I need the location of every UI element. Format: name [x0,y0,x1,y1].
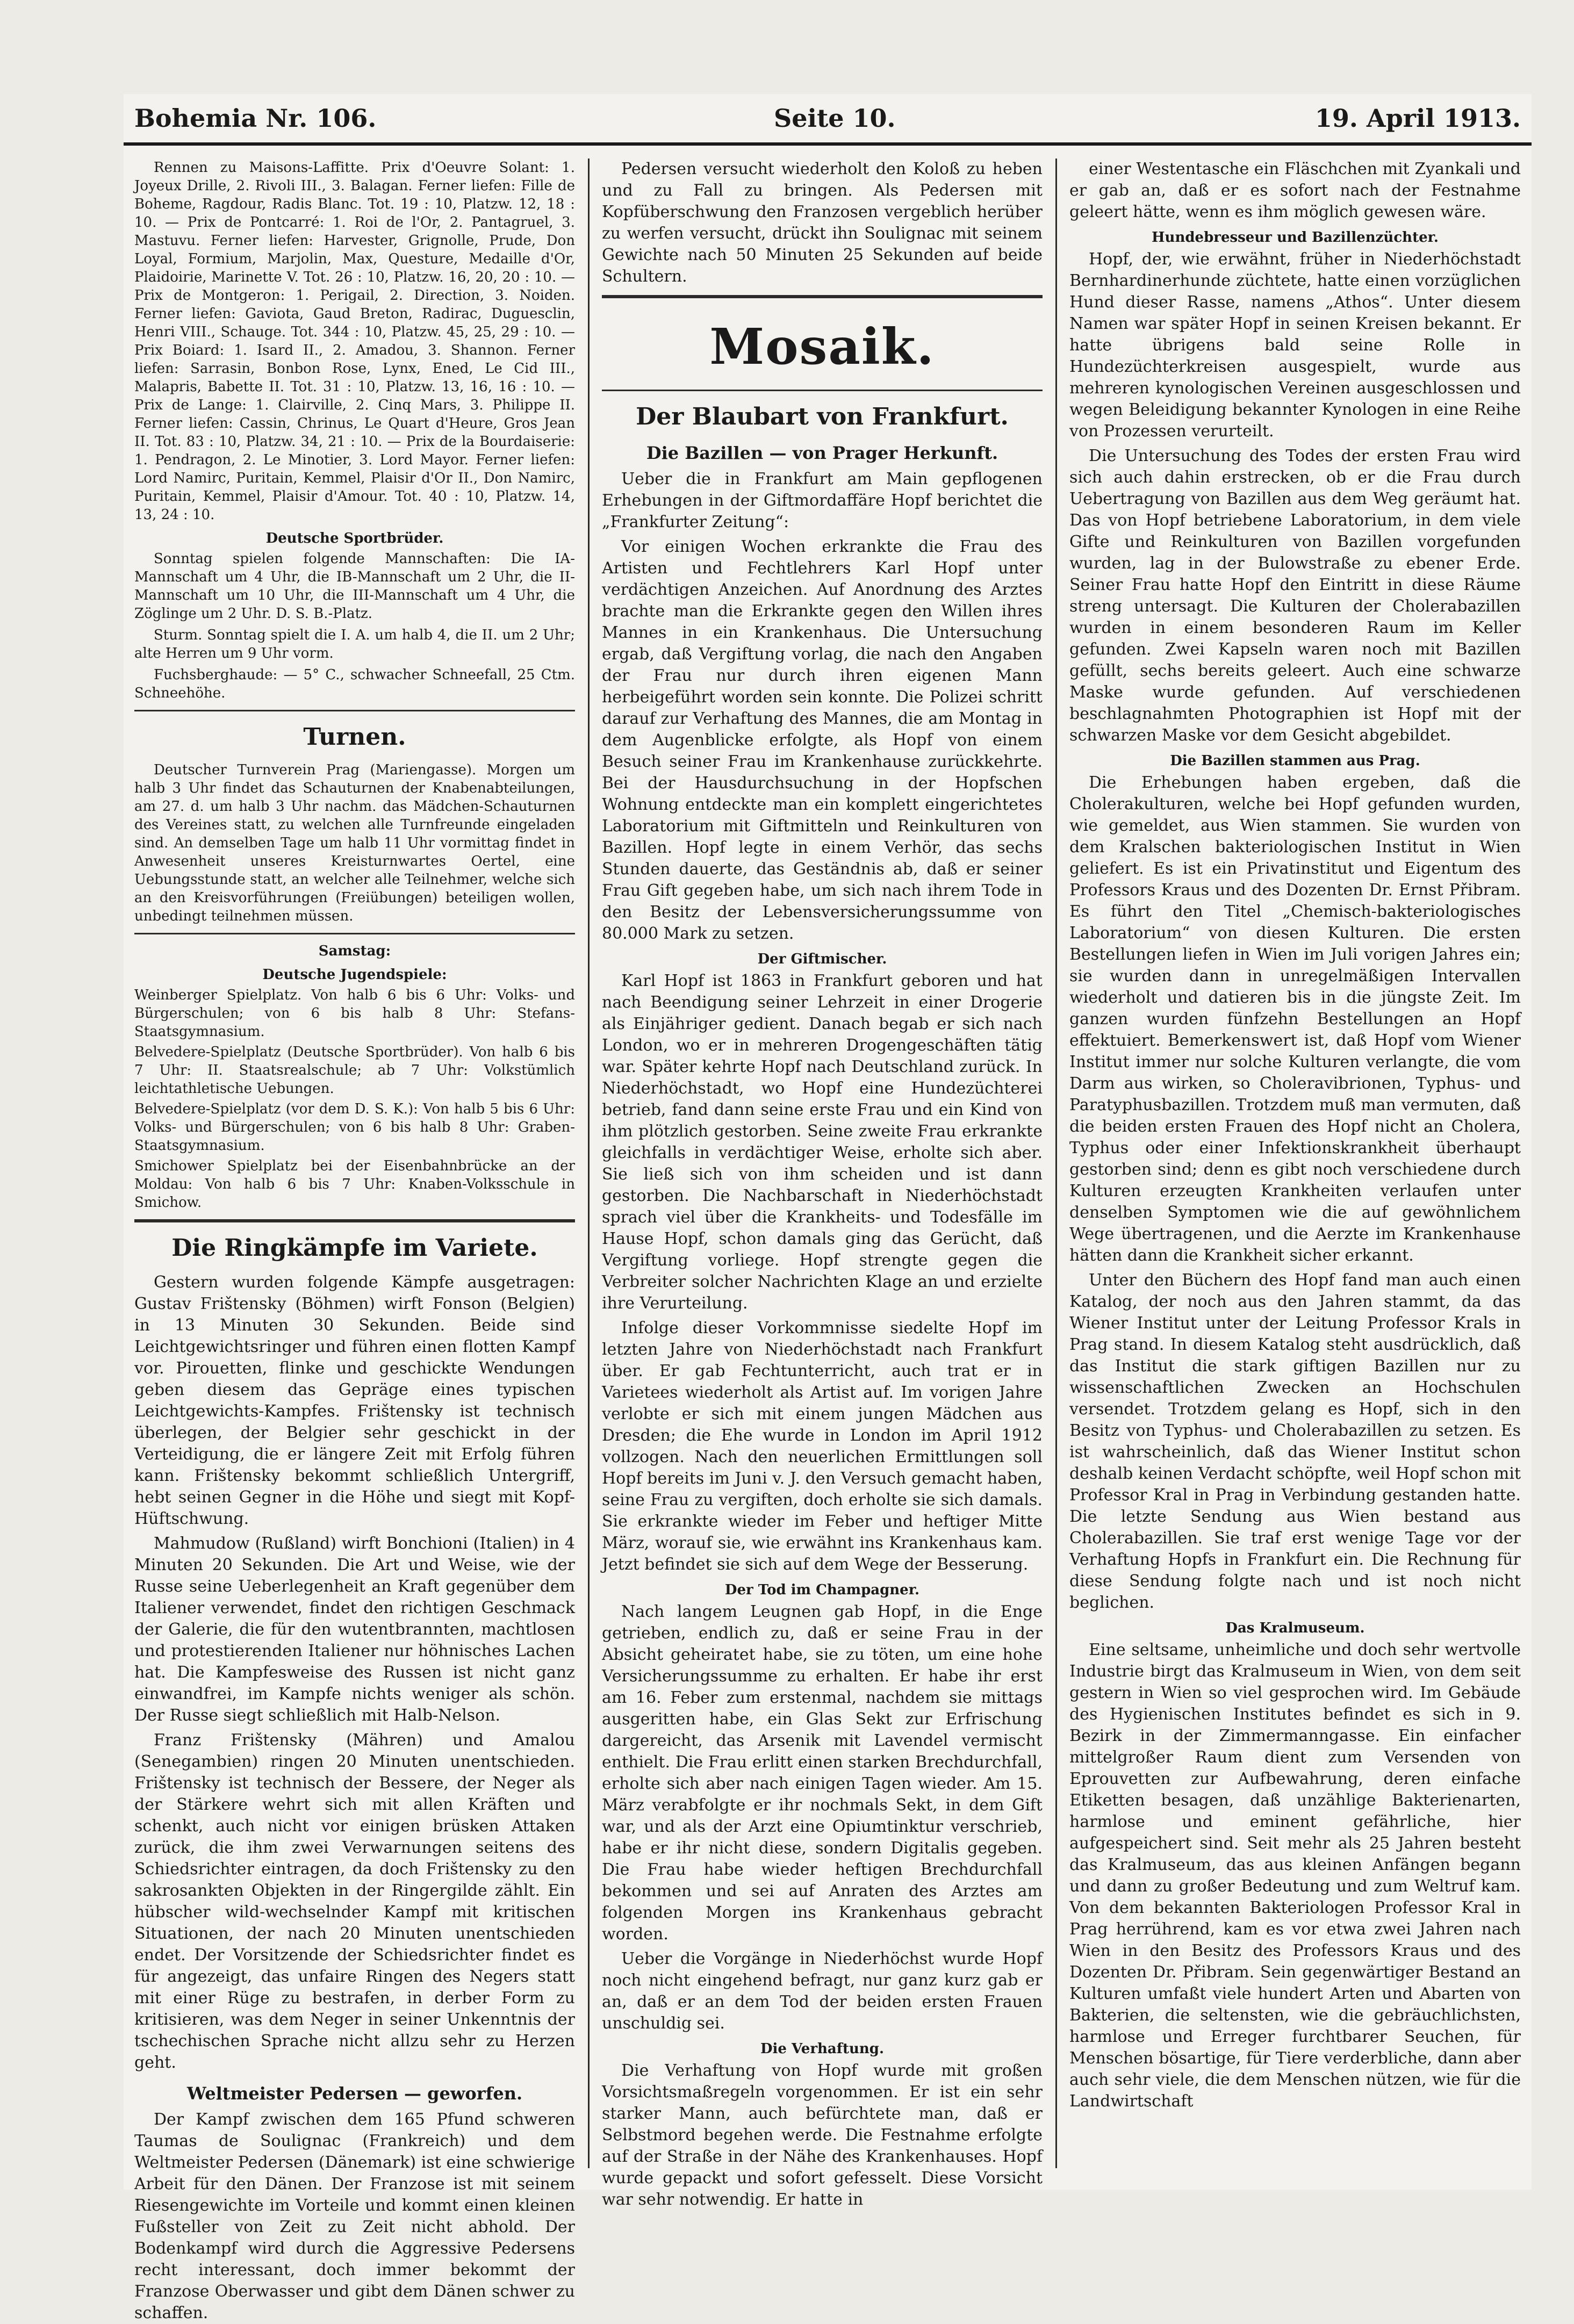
racing-results: Rennen zu Maisons-Laffitte. Prix d'Oeuvre Solant: 1. Joyeux Drille, 2. Rivoli III., 3. Balagan. Ferner liefen: Fille de Boheme, Ragdour, Radis Blanc. Tot. 19 : 10, Platzw. 12, 18 : 10. — Prix de Pontcarré: 1. Roi de l'Or, 2. Pantagruel, 3. Mastuvu. Ferner liefen: Harvester, Grignolle, Prude, Don Loyal, Formium, Marjolin, Max, Questure, Medaille d'Or, Plaidoirie, Marinette V. Tot. 26 : 10, Platzw. 16, 20, 20 : 10. — Prix de Montgeron: 1. Perigail, 2. Direction, 3. Noiden. Ferner liefen: Gaviota, Gaud Breton, Radirac, Duguesclin, Henri VIII., Schauge. Tot. 344 : 10, Platzw. 45, 25, 29 : 10. — Prix Boiard: 1. Isard II., 2. Amadou, 3. Shannon. Ferner liefen: Sarrasin, Bonbon Rose, Lynx, Ened, Le Cid III., Malapris, Babette II. Tot. 31 : 10, Platzw. 13, 16, 16 : 10. — Prix de Lange: 1. Clairville, 2. Cinq Mars, 3. Philippe II. Ferner liefen: Cassin, Chrinus, Le Quart d'Heure, Gros Jean II. Tot. 83 : 10, Platzw. 34, 21 : 10. — Prix de la Bourdaiserie: 1. Pendragon, 2. Le Minotier, 3. Lord Mayor. Ferner liefen: Lord Namirc, Puritain, Kemmel, Plaisir d'Or II., Don Namirc, Puritain, Kemmel, Plaisir d'Amour. Tot. 40 : 10, Platzw. 14, 13, 24 : 10. [134,160,575,523]
blaubart-heading: Der Blaubart von Frankfurt. [636,403,1009,430]
list-item: Belvedere-Spielplatz (Deutsche Sportbrüder). Von halb 6 bis 7 Uhr: II. Staatsrealschule; ab 7 Uhr: Volkstümlich leichtathletische Uebungen. [134,1044,575,1097]
article-paragraph: Ueber die Vorgänge in Niederhöchst wurde Hopf noch nicht eingehend befragt, nur ganz kurz gab er an, daß er an dem Tod der beiden ersten Frauen unschuldig sei. [602,1949,1043,2033]
article-paragraph: Karl Hopf ist 1863 in Frankfurt geboren und hat nach Beendigung seiner Lehrzeit in einer Drogerie als Einjähriger gedient. Danach begab er sich nach London, wo er in mehreren Drogengeschäften tätig war. Später kehrte Hopf nach Deutschland zurück. In Niederhöchstadt, wo Hopf eine Hundezüchterei betrieb, fand dann seine erste Frau und ein Kind von ihm plötzlich gestorben. Seine zweite Frau erkrankte gleichfalls in verdächtiger Weise, erholte sich aber. Sie ließ sich von ihm scheiden und ist dann gestorben. Die Nachbarschaft in Niederhöchstadt sprach viel über die Krankheits- und Todesfälle im Hause Hopf, schon damals ging das Gerücht, daß Vergiftung vorliege. Hopf strengte gegen die Verbreiter solcher Nachrichten Klage an und erzielte ihre Verurteilung. [602,972,1043,1313]
kralmuseum-heading: Das Kralmuseum. [1225,1620,1365,1636]
divider [134,710,575,711]
turnen-heading: Turnen. [303,723,406,751]
article-paragraph: Die Untersuchung des Todes der ersten Frau wird sich auch dahin erstrecken, ob er die Frau durch Uebertragung von Bazillen aus dem Weg geräumt hat. Das von Hopf betriebene Laboratorium, in dem viele Gifte und Reinkulturen von Bazillen vorgefunden wurden, lag in der Bulowstraße zu ebener Erde. Seiner Frau hatte Hopf den Eintritt in diese Räume streng untersagt. Die Kulturen der Cholerabazillen wurden in einem besonderen Raum im Keller gefunden. Zwei Kapseln waren noch mit Bazillen gefüllt, sechs bereits geleert. Auch eine schwarze Maske wurde gefunden. Auf verschiedenen beschlagnahmten Photographien ist Hopf mit der schwarzen Maske vor dem Gesicht abgebildet. [1069,447,1521,745]
article-paragraph: Unter den Büchern des Hopf fand man auch einen Katalog, der noch aus den Jahren stammt, da das Wiener Institut unter der Leitung Professor Krals in Prag stand. In diesem Katalog steht ausdrücklich, daß das Institut die stark giftigen Bazillen nur zu wissenschaftlichen Zwecken an Hochschulen versendet. Trotzdem gelang es Hopf, sich in den Besitz von Typhus- und Cholerabazillen zu setzen. Es ist wahrscheinlich, daß das Wiener Institut schon deshalb keinen Verdacht schöpfte, weil Hopf schon mit Professor Kral in Prag in Verbindung gestanden hatte. Die letzte Sendung aus Wien bestand aus Cholerabazillen. Sie traf erst wenige Tage vor der Verhaftung Hopfs in Frankfurt ein. Die Rechnung für diese Sendung folgte nach und ist noch nicht beglichen. [1069,1271,1521,1612]
divider [602,390,1043,391]
fuchsberg-text: Fuchsberghaude: — 5° C., schwacher Schneefall, 25 Ctm. Schneehöhe. [134,667,575,701]
article-paragraph: Der Kampf zwischen dem 165 Pfund schweren Taumas de Soulignac (Frankreich) und dem Weltmeister Pedersen (Dänemark) ist eine schwierige Arbeit für den Dänen. Der Franzose ist mit seinem Riesengewichte im Vorteile und kommt einen kleinen Fußsteller von Zeit zu Zeit nicht abhold. Der Bodenkampf wird durch die Aggressive Pedersens recht interessant, doch immer bekommt der Franzose Oberwasser und gibt dem Dänen schwer zu schaffen. [134,2110,575,2322]
article-paragraph: Eine seltsame, unheimliche und doch sehr wertvolle Industrie birgt das Kralmuseum in Wien, von dem seit gestern in Wien so viel gesprochen wird. Im Gebäude des Hygienischen Institutes befindet es sich in 9. Bezirk in der Zimmermanngasse. Ein einfacher mittelgroßer Raum dient zum Versenden von Eprouvetten zur Aufbewahrung, deren einfache Etiketten besagen, daß unzählige Bakterienarten, harmlose und eminent gefährliche, hier aufgespeichert sind. Seit mehr als 25 Jahren besteht das Kralmuseum, das aus kleinen Anfängen begann und dann zu großer Bedeutung und zum Weltruf kam. Von dem bekannten Bakteriologen Professor Kral in Prag herrührend, kam es vor etwa zwei Jahren nach Wien in den Besitz des Professors Kraus und des Dozenten Dr. Přibram. Sein gegenwärtiger Bestand an Kulturen umfaßt viele hundert Arten und Abarten von Bakterien, die seltensten, wie die gebräuchlichsten, harmlose und Erreger furchtbarer Seuchen, für Menschen bösartige, für Tiere verderbliche, dann aber auch sehr viele, die dem Menschen nützen, wie für die Landwirtschaft [1069,1641,1521,2111]
sport-heading: Deutsche Sportbrüder. [265,530,444,546]
article-paragraph: Die Verhaftung von Hopf wurde mit großen Vorsichtsmaßregeln vorgenommen. Er ist ein sehr starker Mann, auch befürchtete man, daß er Selbstmord begehen werde. Die Festnahme erfolgte auf der Straße in der Nähe des Krankenhauses. Hopf wurde gepackt und sofort gefesselt. Diese Vorsicht war sehr notwendig. Er hatte in [602,2061,1043,2209]
article-paragraph: Vor einigen Wochen erkrankte die Frau des Artisten und Fechtlehrers Karl Hopf unter verdächtigen Anzeichen. Auf Anordnung des Arztes brachte man die Erkrankte gegen den Willen ihres Mannes in ein Krankenhaus. Die Untersuchung ergab, daß Vergiftung vorlag, die nach den Angaben der Frau nur durch ihren eigenen Mann herbeigeführt worden sein konnte. Die Polizei schritt darauf zur Verhaftung des Mannes, die am Montag in dem Augenblicke erfolgte, als Hopf von einem Besuch seiner Frau im Krankenhause zurückkehrte. Bei der Hausdurchsuchung in der Hopfschen Wohnung entdeckte man ein komplett eingerichtetes Laboratorium mit Giftmitteln und Reinkulturen von Bazillen. Hopf legte in einem Verhör, das sechs Stunden dauerte, das Geständnis ab, daß er seiner Frau Gift gegeben habe, um sich nach ihrem Tode in den Besitz der Lebensversicherungssumme von 80.000 Mark zu setzen. [602,537,1043,943]
column-3 [1069,159,1521,2168]
column-rule [588,159,590,2168]
divider [134,1219,575,1222]
pedersen-heading: Weltmeister Pedersen — geworfen. [186,2083,523,2104]
article-paragraph: Hopf, der, wie erwähnt, früher in Niederhöchstadt Bernhardinerhunde züchtete, hatte einen vorzüglichen Hund dieser Rasse, namens „Athos“. Unter diesem Namen war später Hopf in seinen Kreisen bekannt. Er hatte übrigens bald seine Rolle in Hundezüchterkreisen ausgespielt, wurde aus mehreren kynologischen Vereinen ausgeschlossen und wegen Beleidigung bekannter Kynologen in eine Reihe von Prozessen verurteilt. [1069,250,1521,441]
article-paragraph: Pedersen versucht wiederholt den Koloß zu heben und zu Fall zu bringen. Als Pedersen mit Kopfüberschwung den Franzosen vergeblich herüber zu werfen versucht, drückt ihn Soulignac mit seinem Gewichte nach 50 Minuten 25 Sekunden auf beide Schultern. [602,160,1043,286]
hundedresseur-heading: Hundebresseur und Bazillenzüchter. [1151,229,1439,246]
issue-date: 19. April 1913. [1314,104,1521,133]
jugendspiele-heading: Deutsche Jugendspiele: [262,967,447,983]
column-2 [602,159,1043,2209]
turnen-text: Deutscher Turnverein Prag (Mariengasse). Morgen um halb 3 Uhr findet das Schauturnen der Knabenabteilungen, am 27. d. um halb 3 Uhr nachm. das Mädchen-Schauturnen des Vereines statt, zu welchen alle Turnfreunde eingeladen sind. An demselben Tage um halb 11 Uhr vormittag findet in Anwesenheit unseres Kreisturnwartes Oertel, eine Uebungsstunde statt, an welcher alle Teilnehmer, welche sich an den Kreisvorführungen (Freiübungen) beteiligen wollen, unbedingt teilnehmen müssen. [134,762,575,924]
divider [602,295,1043,298]
champagner-heading: Der Tod im Champagner. [724,1582,920,1598]
samstag-heading: Samstag: [318,943,391,959]
list-item: Belvedere-Spielplatz (vor dem D. S. K.): Von halb 5 bis 6 Uhr: Volks- und Bürgerschulen; von 6 bis halb 8 Uhr: Graben-Staatsgymnasium. [134,1101,575,1154]
page-header [124,94,1532,146]
sport-text: Sonntag spielen folgende Mannschaften: Die IA-Mannschaft um 4 Uhr, die IB-Mannschaft um 2 Uhr, die II-Mannschaft um 10 Uhr, die III-Mannschaft um 4 Uhr, die Zöglinge um 2 Uhr. D. S. B.-Platz. [134,551,575,622]
article-paragraph: Gestern wurden folgende Kämpfe ausgetragen: Gustav Frištensky (Böhmen) wirft Fonson (Belgien) in 13 Minuten 30 Sekunden. Beide sind Leichtgewichtsringer und führen einen flotten Kampf vor. Pirouetten, flinke und geschickte Wendungen geben diesem das Gepräge eines typischen Leichtgewichts-Kampfes. Frištensky ist technisch überlegen, der Belgier sehr geschickt in der Verteidigung, die er längere Zeit mit Erfolg führen kann. Frištensky bekommt schließlich Untergriff, hebt seinen Gegner in die Höhe und siegt mit Kopf-Hüftschwung. [134,1273,575,1528]
giftmischer-heading: Der Giftmischer. [757,951,887,967]
article-paragraph: einer Westentasche ein Fläschchen mit Zyankali und er gab an, daß er es sofort nach der Festnahme geleert hätte, wenn es ihm möglich gewesen wäre. [1069,160,1521,221]
masthead-issue: Bohemia Nr. 106. [134,104,377,133]
prag-heading: Die Bazillen stammen aus Prag. [1170,753,1420,769]
newspaper-page [124,94,1532,2322]
article-paragraph: Ueber die in Frankfurt am Main gepflogenen Erhebungen in der Giftmordaffäre Hopf berichtet die „Frankfurter Zeitung“: [602,470,1043,531]
article-paragraph: Franz Frištensky (Mähren) und Amalou (Senegambien) ringen 20 Minuten unentschieden. Frištensky ist technisch der Bessere, der Neger als der Stärkere wehrt sich mit allen Kräften und schenkt, auch nicht vor einigen brüsken Attaken zurück, die ihm zwei Verwarnungen seitens des Schiedsrichter eintragen, da doch Frištensky zu den sakrosankten Objekten in der Ringergilde zählt. Ein hübscher wild-wechselnder Kampf mit kritischen Situationen, der nach 20 Minuten unentschieden endet. Der Vorsitzende der Schiedsrichter findet es für angezeigt, das unfaire Ringen des Negers statt mit einer Rüge zu bestrafen, in derber Form zu kritisieren, was dem Neger in seiner Unkenntnis der tschechischen Sprache nicht allzu sehr zu Herzen geht. [134,1731,575,2072]
page-number: Seite 10. [774,104,896,133]
divider [134,933,575,934]
ringkampf-heading: Die Ringkämpfe im Variete. [171,1234,538,1262]
sturm-text: Sturm. Sonntag spielt die I. A. um halb 4, die II. um 2 Uhr; alte Herren um 9 Uhr vorm. [134,627,575,661]
list-item: Weinberger Spielplatz. Von halb 6 bis 6 Uhr: Volks- und Bürgerschulen; von 6 bis halb 8 Uhr: Stefans-Staatsgymnasium. [134,987,575,1040]
column-1 [134,159,575,2322]
article-paragraph: Nach langem Leugnen gab Hopf, in die Enge getrieben, endlich zu, daß er seine Frau in der Absicht geheiratet habe, sie zu töten, um eine hohe Versicherungssumme zu erhalten. Er habe ihr erst am 16. Feber zum erstenmal, nachdem sie mittags ausgeritten habe, ein Glas Sekt zur Erfrischung dargereicht, das Arsenik mit Lavendel vermischt enthielt. Die Frau erlitt einen starken Brechdurchfall, erholte sich aber nach einigen Tagen wieder. Am 15. März verabfolgte er ihr nochmals Sekt, in dem Gift war, und als der Arzt eine Opiumtinktur verschrieb, habe er ihr nicht diese, sondern Digitalis gegeben. Die Frau habe wieder heftigen Brechdurchfall bekommen und sei auf Anraten des Arztes am folgenden Morgen ins Krankenhaus gebracht worden. [602,1602,1043,1944]
article-paragraph: Infolge dieser Vorkommnisse siedelte Hopf im letzten Jahre von Niederhöchstadt nach Frankfurt über. Er gab Fechtunterricht, auch trat er in Varietees wiederholt als Artist auf. Im vorigen Jahre verlobte er sich mit einem jungen Mädchen aus Dresden; die Ehe wurde in London im April 1912 vollzogen. Nach den neuerlichen Ermittlungen soll Hopf bereits im Juni v. J. den Versuch gemacht haben, seine Frau zu vergiften, doch erholte sie sich damals. Sie erkrankte wieder im Feber und heftiger Mitte März, worauf sie, wie erwähnt ins Krankenhaus kam. Jetzt befindet sie sich auf dem Wege der Besserung. [602,1319,1043,1574]
article-paragraph: Die Erhebungen haben ergeben, daß die Cholerakulturen, welche bei Hopf gefunden wurden, wie gemeldet, aus Wien stammen. Sie wurden von dem Kralschen bakteriologischen Institut in Wien geliefert. Es ist ein Privatinstitut und Eigentum des Professors Kraus und des Dozenten Dr. Ernst Přibram. Es führt den Titel „Chemisch-bakteriologisches Laboratorium“ von diesen Kulturen. Die ersten Bestellungen liefen in Wien im Juli vorigen Jahres ein; sie wurden dann in unregelmäßigen Intervallen wiederholt und datieren bis in die jüngste Zeit. Im ganzen wurden fünfzehn Bestellungen an Hopf effektuiert. Bemerkenswert ist, daß Hopf vom Wiener Institut immer nur solche Kulturen verlangte, die vom Darm aus wirken, so Choleravibrionen, Typhus- und Paratyphusbazillen. Trotzdem muß man vermuten, daß die beiden ersten Frauen des Hopf nicht an Cholera, Typhus oder einer Infektionskrankheit überhaupt gestorben sind; denn es gibt noch verschiedene durch Kulturen erzeugten Krankheiten verlaufen unter denselben Symptomen wie die auf gewöhnlichem Wege übertragenen, und die Aerzte im Krankenhause hätten dann die Krankheit sicher erkannt. [1069,773,1521,1265]
column-rule [1055,159,1057,2168]
article-paragraph: Mahmudow (Rußland) wirft Bonchioni (Italien) in 4 Minuten 20 Sekunden. Die Art und Weise, wie der Russe seine Ueberlegenheit an Kraft gegenüber dem Italiener verwendet, findet den richtigen Geschmack der Galerie, die für den wutentbrannten, machtlosen und protestierenden Italiener nur höhnisches Lachen hat. Die Kampfesweise des Russen ist nicht ganz einwandfrei, im Kampfe nichts weniger als schön. Der Russe siegt schließlich mit Halb-Nelson. [134,1534,575,1725]
mosaik-heading: Mosaik. [709,318,935,376]
blaubart-subheading: Die Bazillen — von Prager Herkunft. [646,443,998,463]
list-item: Smichower Spielplatz bei der Eisenbahnbrücke an der Moldau: Von halb 6 bis 7 Uhr: Knaben-Volksschule in Smichow. [134,1158,575,1211]
verhaftung-heading: Die Verhaftung. [760,2041,885,2057]
